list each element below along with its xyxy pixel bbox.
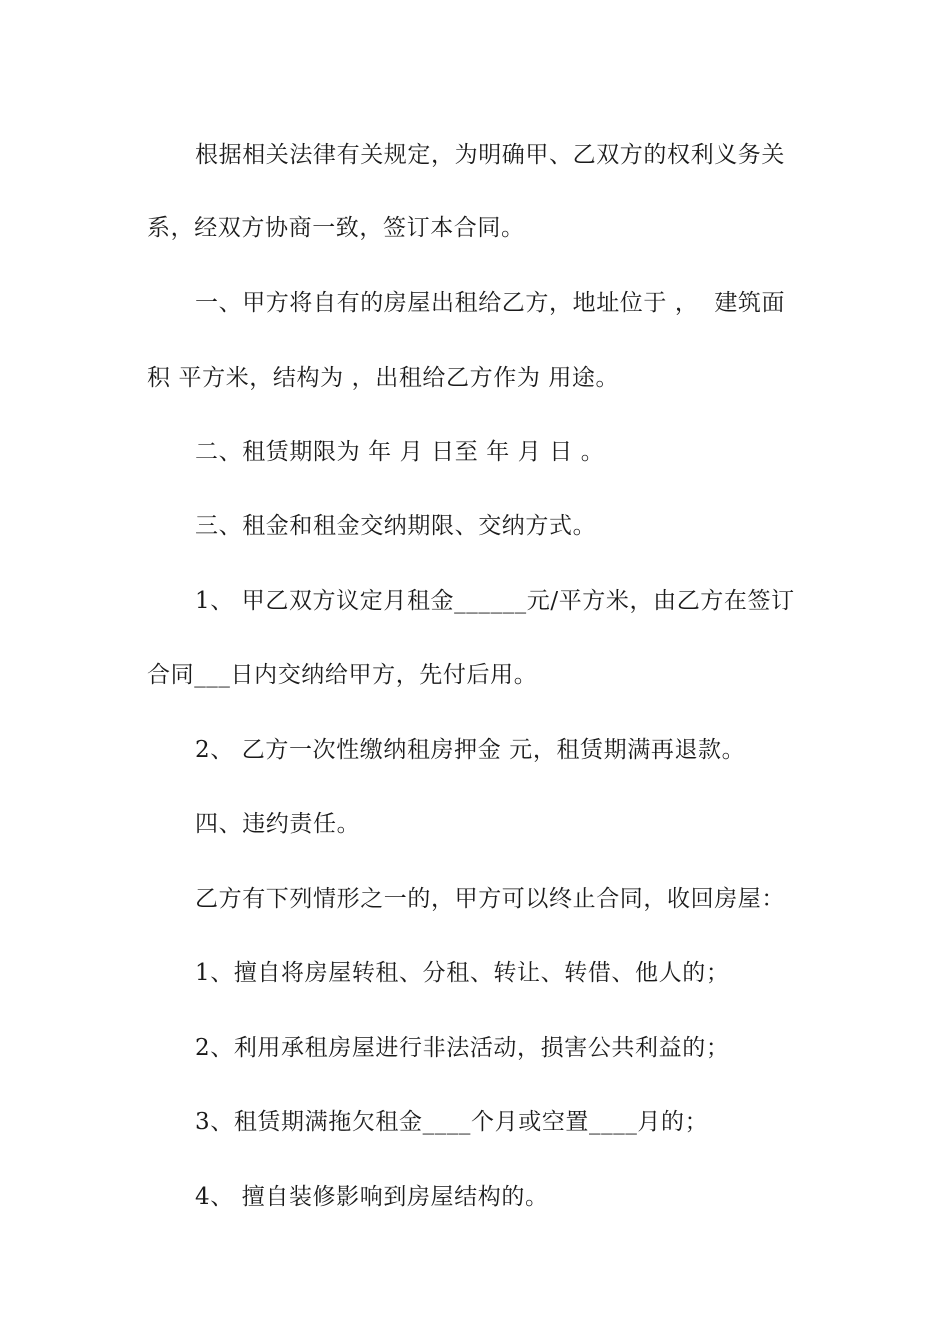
clause-2-term: 二、租赁期限为 年 月 日至 年 月 日 。 (195, 439, 605, 465)
clause-3-item-1-line-1: 1、 甲乙双方议定月租金______元/平方米，由乙方在签订 (195, 588, 795, 614)
clause-4-intro: 乙方有下列情形之一的，甲方可以终止合同，收回房屋： (195, 886, 785, 912)
clause-4-item-4: 4、 擅自装修影响到房屋结构的。 (195, 1184, 549, 1210)
clause-4-item-3: 3、租赁期满拖欠租金____个月或空置____月的； (195, 1109, 709, 1135)
clause-1-line-1: 一、甲方将自有的房屋出租给乙方，地址位于 ， 建筑面 (195, 290, 786, 316)
clause-3-item-2: 2、 乙方一次性缴纳租房押金 元，租赁期满再退款。 (195, 737, 746, 763)
clause-3-item-1-line-2: 合同___日内交纳给甲方，先付后用。 (147, 662, 538, 688)
clause-1-line-2: 积 平方米，结构为 ，出租给乙方作为 用途。 (147, 365, 620, 391)
paragraph-intro-line-1: 根据相关法律有关规定，为明确甲、乙双方的权利义务关 (195, 142, 785, 168)
clause-4-item-1: 1、擅自将房屋转租、分租、转让、转借、他人的； (195, 960, 730, 986)
clause-4-heading: 四、违约责任。 (195, 811, 361, 837)
paragraph-intro-line-2: 系，经双方协商一致，签订本合同。 (147, 215, 525, 241)
clause-4-item-2: 2、利用承租房屋进行非法活动，损害公共利益的； (195, 1035, 730, 1061)
clause-3-heading: 三、租金和租金交纳期限、交纳方式。 (195, 513, 597, 539)
